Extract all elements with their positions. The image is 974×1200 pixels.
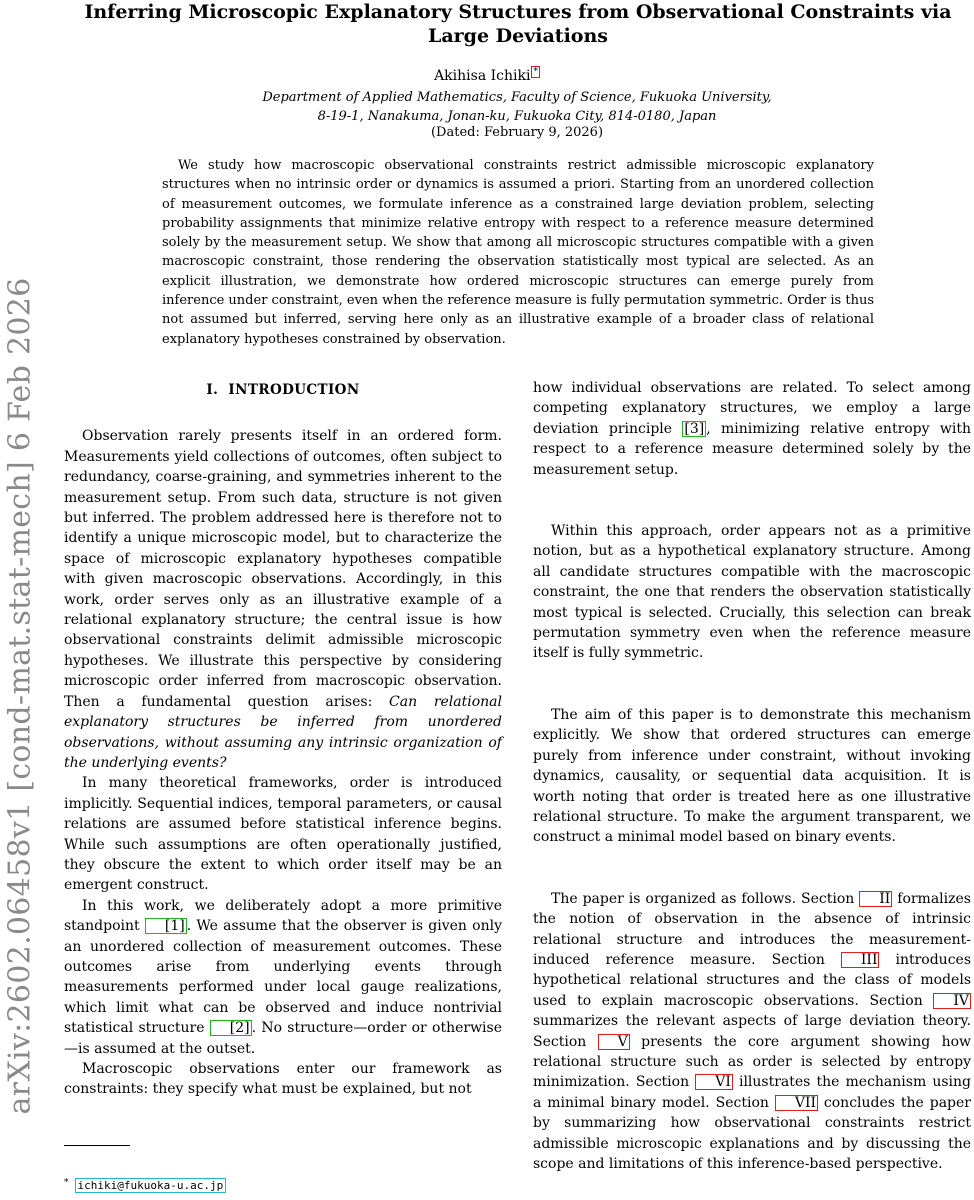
section-title: INTRODUCTION [228,382,360,398]
affiliation-line-2: 8-19-1, Nanakuma, Jonan-ku, Fukuoka City, 814-0180, Japan [317,109,717,124]
citation-2-link[interactable]: [2] [210,1020,252,1036]
paragraph-text: , minimizing relative entropy with respect to a reference measure determined solely by the measurement setup. [533,420,971,478]
intro-paragraph-5: Within this approach, order appears not as a primitive notion, but as a hypothetical explanatory structure. Among all candidate structures compatible with the macroscopic constraint, the one that renders the observation statistically most typical is selected. Crucially, this selection can break permutation symmetry even when the reference measure itself is fully symmetric. [533,523,971,662]
paragraph-text: formalizes the notion of observation in the absence of intrinsic relational structure and introduces the measurement-induced reference measure. Section [533,890,971,968]
intro-paragraph-6: The aim of this paper is to demonstrate this mechanism explicitly. We show that ordered structures can emerge purely from inference under constraint, without invoking dynamics, causality, or sequential data acquisition. It is worth noting that order is treated here as one illustrative relational structure. To make the argument transparent, we construct a minimal model based on binary events. [533,706,971,846]
right-column [533,378,971,1174]
paragraph-text: Observation rarely presents itself in an ordered form. Measurements yield collections of outcomes, often subject to redundancy, coarse-graining, and symmetries inherent to the measurement setup. From such data, structure is not given but inferred. The problem addressed here is therefore not to identify a unique microscopic model, but to characterize the space of microscopic explanatory hypotheses compatible with given macroscopic observations. Accordingly, in this work, order serves only as an illustrative example of a relational explanatory structure; the central issue is how observational constraints delimit admissible microscopic hypotheses. We illustrate this perspective by considering microscopic order inferred from macroscopic observation. Then a fundamental question arises: [64,428,502,710]
arxiv-identifier-text: arXiv:2602.06458v1 [cond-mat.stat-mech] 6 Feb 2026 [2,277,38,1115]
section-vii-link[interactable]: VII [775,1095,818,1111]
research-question: Can relational explanatory structures be inferred from unordered observations, without assuming any intrinsic organization of the underlying events? [64,693,502,771]
affiliation [0,88,974,126]
affiliation-line-1: Department of Applied Mathematics, Faculty of Science, Fukuoka University, [262,90,772,105]
paragraph-text: introduces hypothetical relational structures and the class of models used to explain macroscopic observations. Section [533,951,972,1009]
citation-3-link[interactable]: [3] [684,420,705,437]
left-column [64,378,502,1100]
intro-paragraph-7 [533,889,971,1175]
paragraph-text: . We assume that the observer is given only an unordered collection of measurement outcomes. These outcomes arise from underlying events through measurements performed under local gauge realizations, which limit what can be observed and induce nontrivial statistical structure [64,918,502,1037]
abstract: We study how macroscopic observational constraints restrict admissible microscopic explanatory structures when no intrinsic order or dynamics is assumed a priori. Starting from an unordered collection of measurement outcomes, we formulate inference as a constrained large deviation problem, selecting probability assignments that minimize relative entropy with respect to a reference measure determined solely by the measurement setup. We show that among all microscopic structures compatible with a given macroscopic constraint, those rendering the observation statistically most typical are selected. As an explicit illustration, we demonstrate how ordered microscopic structures can emerge purely from inference under constraint, even when the reference measure is fully permutation symmetric. Order is thus not assumed but inferred, serving here only as an illustrative example of a broader class of relational explanatory hypotheses constrained by observation. [162,158,874,347]
intro-paragraph-3 [64,896,502,1059]
paper-title: Inferring Microscopic Explanatory Structures from Observational Constraints via Large Deviations [84,1,952,47]
section-heading-introduction [64,380,502,400]
section-v-link[interactable]: V [598,1034,630,1050]
footnote [64,1178,226,1192]
author-email-link[interactable]: ichiki@fukuoka-u.ac.jp [75,1178,227,1193]
intro-paragraph-4-continued [533,378,971,480]
section-ii-link[interactable]: II [859,891,892,907]
section-vi-link[interactable]: VI [695,1074,733,1090]
section-iii-link[interactable]: III [841,952,880,968]
paragraph-text: illustrates the mechanism using a minimal binary model. Section [533,1074,972,1111]
dated-line: (Dated: February 9, 2026) [430,125,604,140]
author-line [0,66,974,84]
footnote-mark: * [64,1178,69,1188]
paragraph-text: concludes the paper by summarizing how observational constraints restrict admissible microscopic explanations and by discussing the scope and limitations of this inference-based perspective. [533,1094,971,1172]
paragraph-text: . No structure—order or otherwise—is assumed at the outset. [64,1020,502,1057]
paragraph-text: In this work, we deliberately adopt a more primitive standpoint [64,897,502,935]
arxiv-identifier [0,196,40,1196]
paragraph-text: The paper is organized as follows. Section [551,890,860,907]
author-footnote-link[interactable]: * [533,67,538,77]
citation-1-link[interactable]: [1] [145,918,187,934]
intro-paragraph-2: In many theoretical frameworks, order is introduced implicitly. Sequential indices, temporal parameters, or causal relations are assumed before statistical inference begins. While such assumptions are often operationally justified, they obscure the extent to which order itself may be an emergent construct. [64,775,502,894]
paragraph-text: presents the core argument showing how relational structure such as order is selected by entropy minimization. Section [533,1033,971,1091]
paragraph-text: how individual observations are related. To select among competing explanatory structures, we employ a large deviation principle [533,380,971,437]
paragraph-text: summarizes the relevant aspects of large deviation theory. Section [533,1013,971,1050]
section-number: I. [206,382,219,398]
footnote-rule [64,1145,130,1146]
intro-paragraph-4: Macroscopic observations enter our framework as constraints: they specify what must be explained, but not [64,1061,502,1098]
author-name: Akihisa Ichiki [434,68,531,84]
intro-paragraph-1 [64,426,502,773]
section-iv-link[interactable]: IV [933,993,971,1009]
